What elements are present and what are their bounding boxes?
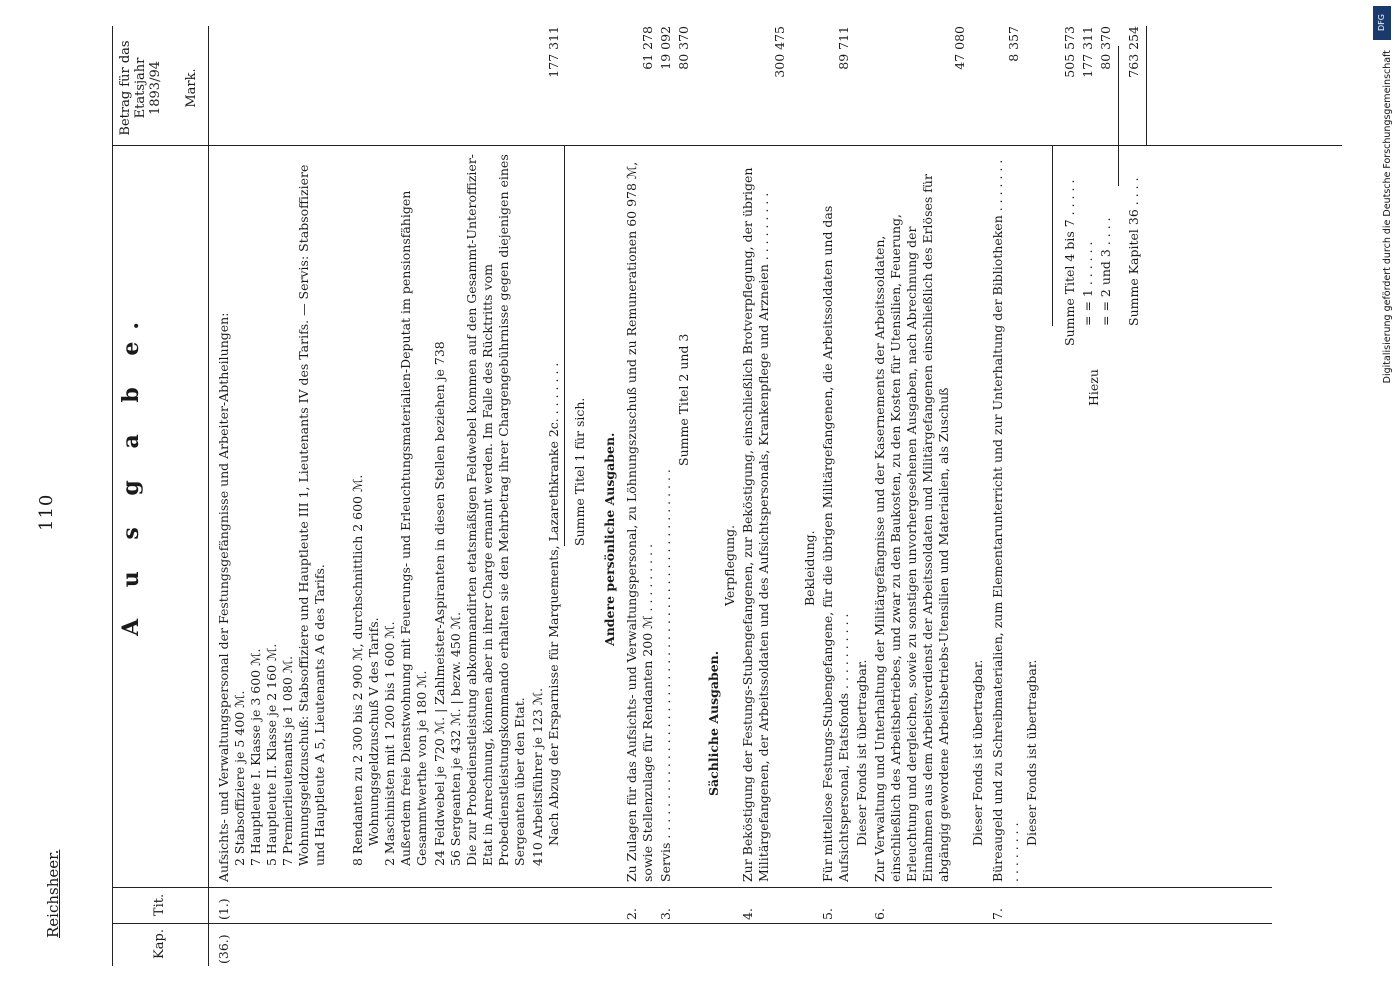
row-tit-3: 3. <box>658 908 673 920</box>
summary-total-amount: 763 254 <box>1126 26 1141 78</box>
row-tit-6: 6. <box>872 908 887 920</box>
row-16-text: Summe Titel 1 für sich. <box>572 397 587 546</box>
row-tit-2: 2. <box>624 908 639 920</box>
row-26-text: Dieser Fonds ist übertragbar. <box>854 659 869 846</box>
row-23-text: Zur Beköstigung der Festungs-Stubengefangenen, zur Beköstigung, einschließlich Brotverpflegung, der übrigen Militärgefangenen, der Arbeitssoldaten und des Aufsichtspersonals, Krankenpflege und Arzneien . . . . . . . . . <box>740 167 771 882</box>
col-rule-text <box>112 145 1342 146</box>
row-9-text: 2 Maschinisten mit 1 200 bis 1 600 ℳ. <box>382 621 397 866</box>
row-8-text: Wohnungsgeldzuschuß V des Tarifs. <box>366 617 381 846</box>
row-5-text: 7 Premierlieutenants je 1 080 ℳ. <box>280 655 295 866</box>
row-kap-36: (36.) <box>216 934 231 964</box>
table-top-rule <box>112 26 113 966</box>
heading-bekleidung: Bekleidung. <box>802 530 817 606</box>
row-tit-5: 5. <box>820 908 835 920</box>
col-rule-kap <box>112 923 1272 924</box>
summary-s2-label: = = 1 . . . . . . <box>1080 241 1095 326</box>
row-15-text: Nach Abzug der Ersparnisse für Marquements, Lazarethkranke 2c. . . . . . . . <box>546 362 561 846</box>
row-1-text: Aufsichts- und Verwaltungspersonal der Festungsgefängnisse und Arbeiter-Abtheilungen: <box>216 312 231 882</box>
row-12-text: 56 Sergeanten je 432 ℳ. | bezw. 450 ℳ. <box>448 611 463 866</box>
summary-hiezu: Hiezu <box>1086 369 1101 406</box>
col-rule-tit <box>112 887 1272 888</box>
summary-s1-label: Summe Titel 4 bis 7 . . . . . <box>1062 179 1077 346</box>
summary-s2-amount: 177 311 <box>1080 26 1095 78</box>
sum-rule-3 <box>1118 46 1119 186</box>
sum-rule-1 <box>564 146 565 546</box>
dfg-logo: DFG <box>1373 6 1391 40</box>
row-15-amount: 177 311 <box>546 26 561 78</box>
row-27-text: Zur Verwaltung und Unterhaltung der Militärgefängnisse und der Kasernements der Arbeitssoldaten, einschließlich des Arbeitsbetriebes, und zwar zu den Baukosten, zu den Kosten für Utensilien, Feuerung, Erleuchtung und dergleichen, sowie zu sonstigen unvorhergesehenen Ausgaben, nach Abrechnung der Einnahmen aus dem Arbeitsverdienst der Arbeitssoldaten und Militärgefangenen einschließlich des Erlöses für abgängig gewordene Arbeitsbetriebs-Utensilien und Materialien, als Zuschuß <box>872 174 951 882</box>
heading-verpflegung: Verpflegung. <box>722 524 737 606</box>
row-30-text: Dieser Fonds ist übertragbar. <box>1024 659 1039 846</box>
row-14-text: 410 Arbeitsführer je 123 ℳ. <box>530 687 545 866</box>
col-header-betrag: Betrag für das Etatsjahr 1893/94 <box>118 40 163 136</box>
row-18-text: Zu Zulagen für das Aufsichts- und Verwaltungspersonal, zu Löhnungszuschuß und zu Remunerationen 60 978 ℳ, sowie Stellenzulage für Rendanten 200 ℳ . . . . . . . . . <box>624 161 655 882</box>
row-10-text: Außerdem freie Dienstwohnung mit Feuerungs- und Erleuchtungsmaterialien-Deputat im pensionsfähigen Gesammtwerthe von je 180 ℳ. <box>398 190 429 866</box>
row-25-text: Für mittellose Festungs-Stubengefangene, für die übrigen Militärgefangenen, die Arbeitssoldaten und das Aufsichtspersonal, Etatsfonds . . . . . . . . . . <box>820 205 851 882</box>
rotated-page <box>14 26 1374 986</box>
row-6-text: Wohnungsgeldzuschuß: Stabsoffiziere und Hauptleute III 1, Lieutenants IV des Tarifs. — Servis: Stabsoffiziere und Hauptleute A 5, Lieutenants A 6 des Tarifs. <box>296 164 327 866</box>
row-11-text: 24 Feldwebel je 720 ℳ. | Zahlmeister-Aspiranten in diesen Stellen beziehen je 738 <box>432 341 447 866</box>
row-4-text: 5 Hauptleute II. Klasse je 2 160 ℳ. <box>264 643 279 866</box>
row-23-amount: 300 475 <box>772 26 787 78</box>
page-number: 110 <box>36 493 57 531</box>
col-header-unit: Mark. <box>184 68 199 108</box>
row-7-text: 8 Rendanten zu 2 300 bis 2 900 ℳ, durchschnittlich 2 600 ℳ. <box>350 474 365 866</box>
row-tit-7: 7. <box>990 908 1005 920</box>
digitization-credit: Digitalisierung gefördert durch die Deutsche Forschungsgemeinschaft <box>1382 50 1393 384</box>
table-header-rule <box>208 26 209 966</box>
row-tit-4: 4. <box>740 908 755 920</box>
row-18-amount: 61 278 <box>640 26 655 70</box>
col-header-tit: Tit. <box>152 893 167 917</box>
table-bottom-rule <box>1146 26 1147 146</box>
row-13-text: Die zur Probedienstleistung abkommandirten etatsmäßigen Feldwebel kommen auf den Gesammt-Unteroffizier-Etat in Anrechnung, können aber in ihrer Charge ernannt werden. Im Falle des Rücktritts vom Probedienstleistungskommando erhalten sie den Mehrbetrag ihrer Chargengebührnisse gegen diejenigen eines Sergeanten über den Etat. <box>464 153 527 866</box>
summary-total-label: Summe Kapitel 36 . . . . <box>1126 177 1141 326</box>
col-header-kap: Kap. <box>152 929 167 959</box>
heading-saechliche: Sächliche Ausgaben. <box>706 650 721 796</box>
row-3-text: 7 Hauptleute I. Klasse je 3 600 ℳ. <box>248 648 263 866</box>
summary-s1-amount: 505 573 <box>1062 26 1077 78</box>
row-tit-1: (1.) <box>216 898 231 920</box>
summary-s3-label: = = 2 und 3 . . . . <box>1098 217 1113 326</box>
row-28-text: Dieser Fonds ist übertragbar. <box>970 659 985 846</box>
row-27-amount: 47 080 <box>952 26 967 70</box>
row-20-text: Summe Titel 2 und 3 <box>676 333 691 466</box>
row-29-text: Büreaugeld und zu Schreibmaterialien, zum Elementarunterricht und zur Unterhaltung der Bibliotheken . . . . . . . . . . . . . . . <box>990 159 1021 882</box>
page-title: A u s g a b e. <box>118 309 144 636</box>
page-body <box>14 26 1374 986</box>
section-header: Reichsheer. <box>44 849 62 938</box>
heading-andere: Andere persönliche Ausgaben. <box>602 432 617 646</box>
row-19-amount: 19 092 <box>658 26 673 70</box>
row-25-amount: 89 711 <box>836 26 851 70</box>
sum-rule-2 <box>1052 146 1053 326</box>
row-29-amount: 8 357 <box>1006 26 1021 62</box>
summary-s3-amount: 80 370 <box>1098 26 1113 70</box>
row-19-text: Servis . . . . . . . . . . . . . . . . . . . . . . . . . . . . . . . . . . . . . . . . . . . . . . . <box>658 469 673 882</box>
row-20-amount: 80 370 <box>676 26 691 70</box>
row-2-text: 2 Stabsoffiziere je 5 400 ℳ. <box>232 690 247 866</box>
budget-table <box>112 26 1352 966</box>
